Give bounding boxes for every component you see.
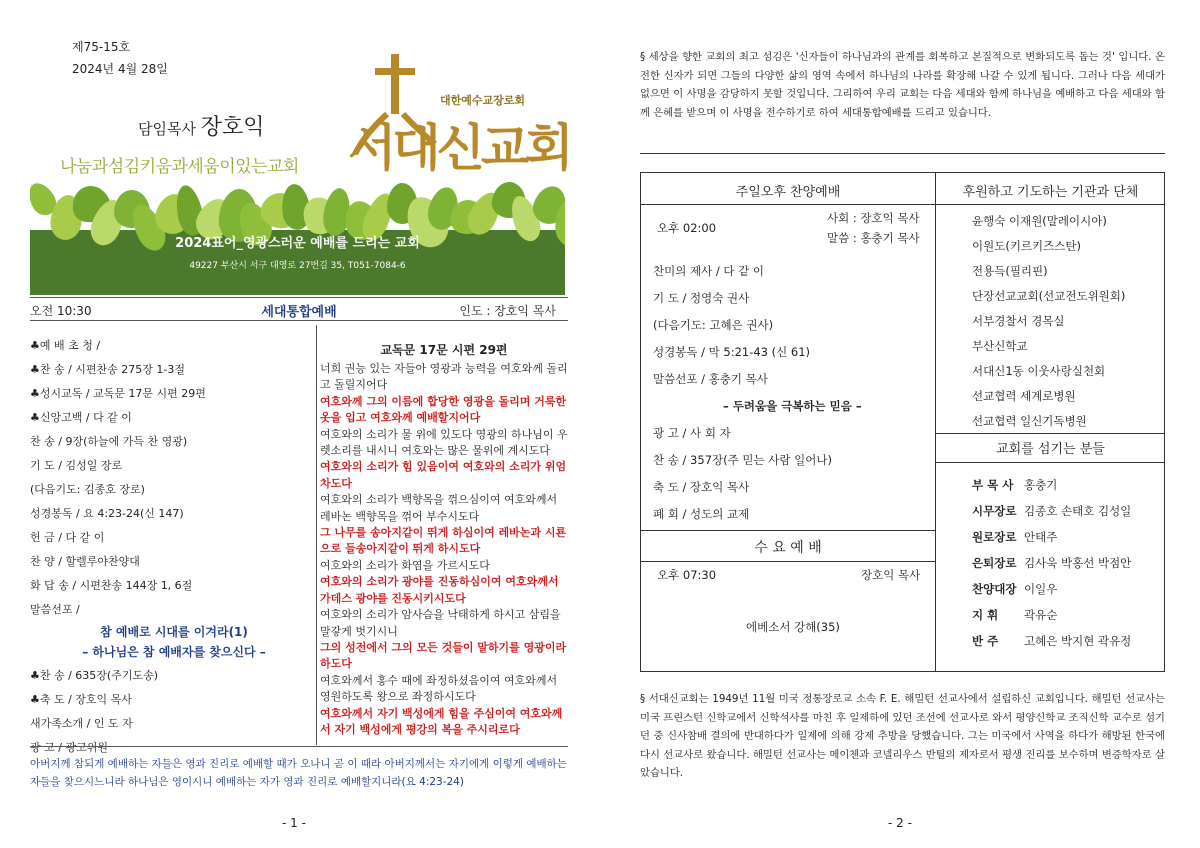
divider — [936, 204, 1165, 205]
order-item: (다음기도: 김종호 장로) — [30, 483, 145, 496]
support-item: 선교협력 일신기독병원 — [972, 414, 1087, 428]
responsive-line: 여호와의 소리가 화염을 가르시도다 — [320, 558, 490, 572]
denomination-label: 대한예수교장로회 — [440, 94, 526, 107]
servant-names: 안태주 — [1024, 530, 1058, 544]
afternoon-order-item: 폐 회 / 성도의 교제 — [653, 507, 750, 521]
afternoon-order-item: 기 도 / 정영숙 권사 — [653, 291, 750, 305]
worship-order — [30, 325, 320, 754]
divider — [641, 204, 935, 205]
order-item: 기 도 / 김성일 장로 — [30, 459, 123, 472]
church-name-logo: 서대신교회 — [348, 118, 570, 177]
servant-names: 이일우 — [1024, 582, 1058, 596]
support-item: 선교협력 세계로병원 — [972, 389, 1076, 403]
servant-role: 은퇴장로 — [972, 556, 1017, 570]
page-2 — [620, 0, 1180, 848]
divider — [640, 153, 1165, 154]
responsive-line-congregation: 여호와의 소리가 광야를 진동하심이여 여호와께서 가데스 광야를 진동시키시도다 — [320, 575, 559, 605]
servant-names: 김종호 손태호 김성일 — [1024, 504, 1132, 518]
support-item: 서대신1동 이웃사랑실천회 — [972, 364, 1106, 378]
support-item: 서부경찰서 경목실 — [972, 314, 1065, 328]
banner — [30, 180, 565, 295]
services-column — [641, 173, 936, 671]
divider — [936, 433, 1165, 434]
servant-role: 시무장로 — [972, 504, 1017, 518]
church-address: 49227 부산시 서구 대영로 27번길 35, T051-7084-6 — [189, 261, 406, 271]
support-item: 부산신학교 — [972, 339, 1028, 353]
responsive-line-congregation: 여호와께 그의 이름에 합당한 영광을 돌리며 거룩한 옷을 입고 여호와께 예배할지어다 — [320, 394, 567, 425]
afternoon-order-item: 찬 송 / 357장(주 믿는 사람 일어나) — [653, 453, 832, 467]
pastor-name: 장호익 — [200, 115, 265, 140]
order-item: 찬 양 / 할렐루야찬양대 — [30, 555, 140, 568]
afternoon-order-item: 말씀선포 / 홍충기 목사 — [653, 372, 768, 386]
responsive-line-congregation: 여호와께서 자기 백성에게 힘을 주심이여 여호와께서 자기 백성에게 평강의 복을 주시리로다 — [320, 706, 563, 736]
sermon-subtitle: – 하나님은 참 예배자를 찾으신다 – — [82, 645, 266, 659]
afternoon-time: 오후 02:00 — [657, 221, 717, 235]
intro-paragraph: § 세상을 향한 교회의 최고 섬김은 '신자들이 하나님과의 관계를 회복하고 본질적으로 변화되도록 돕는 것' 입니다. 온전한 신자가 되면 그들의 다양한 삶의 영역 속에서 하나님의 나라를 확장해 나갈 수 있게 됩니다. 그러나 다음 세대가 없으면 이 사명을 감당하지 못할 것입니다. 그리하여 우리 교회는 다음 세대와 함께 하나님을 예배하고 다음 세대와 함께 은혜를 받으며 이 사명을 전수하기로 하여 세대통합예배를 드리고 있습니다. — [640, 51, 1165, 119]
afternoon-order-item: 성경봉독 / 막 5:21-43 (신 61) — [653, 345, 811, 359]
pastor — [138, 110, 265, 141]
footer-verse: 아버지께 참되게 예배하는 자들은 영과 진리로 예배할 때가 오나니 곧 이 때라 아버지께서는 자기에게 이렇게 예배하는 자들을 찾으시느니라 하나님은 영이시니 예배하는 자가 영과 진리로 예배할지니라(요 4:23-24) — [30, 746, 568, 791]
support-title: 후원하고 기도하는 기관과 단체 — [962, 185, 1139, 200]
afternoon-order-item: 축 도 / 장호익 목사 — [653, 480, 750, 494]
church-history: § 서대신교회는 1949년 11월 미국 정통장로교 소속 F. E. 해밀턴 선교사에서 설립하신 교회입니다. 해밀턴 선교사는 미국 프린스턴 신학교에서 신학석사를 마친 후 일제하에 있던 조선에 선교사로 와서 평양신학교 조직신학 교수로 섬기던 중 신사참배 결의에 반대하다가 일제에 의해 강제 추방을 당했습니다. 그는 미국에서 사역을 하다가 해방된 한국에 다시 선교사로 왔습니다. 해밀턴 선교사는 메이첸과 코넬리우스 반틸의 제자로서 평생 진리를 보수하며 변증학자로 살았습니다. — [640, 693, 1165, 779]
divider — [641, 561, 935, 562]
page-number: - 1 - — [282, 816, 306, 830]
responsive-line-congregation: 그 나무를 송아지같이 뛰게 하심이여 레바논과 시룐으로 들송아지같이 뛰게 하시도다 — [320, 526, 567, 556]
order-item: ♣찬 송 / 시편찬송 275장 1-3절 — [30, 363, 186, 376]
order-item: ♣찬 송 / 635장(주기도송) — [30, 669, 159, 682]
wednesday-service-title: 수 요 예 배 — [754, 540, 822, 556]
wednesday-topic: 에베소서 강해(35) — [746, 620, 840, 634]
afternoon-preacher: 말씀 : 홍충기 목사 — [827, 231, 920, 245]
support-item: 단장선교교회(선교전도위원회) — [972, 289, 1126, 303]
responsive-line: 너희 권능 있는 자들아 영광과 능력을 여호와께 돌리고 돌릴지어다 — [320, 362, 568, 392]
servant-role: 찬양대장 — [972, 582, 1017, 596]
order-item: 헌 금 / 다 같 이 — [30, 531, 105, 544]
afternoon-order-item: 광 고 / 사 회 자 — [653, 426, 731, 440]
service-header — [30, 297, 568, 321]
servant-names: 고혜은 박지현 곽유정 — [1024, 634, 1132, 648]
responsive-line-congregation: 그의 성전에서 그의 모든 것들이 말하기를 영광이라 하도다 — [320, 640, 567, 671]
order-item: 찬 송 / 9장(하늘에 가득 찬 영광) — [30, 435, 188, 448]
responsive-reading — [320, 325, 568, 738]
issue-date: 2024년 4월 28일 — [72, 62, 168, 76]
responsive-line: 여호와의 소리가 물 위에 있도다 영광의 하나님이 우렛소리를 내시니 여호와는 많은 물위에 계시도다 — [320, 427, 568, 458]
page-number: - 2 - — [888, 816, 912, 830]
afternoon-order-item: 찬미의 제사 / 다 같 이 — [653, 264, 765, 278]
servant-role: 지 휘 — [972, 608, 999, 622]
support-item: 이원도(키르키즈스탄) — [972, 239, 1081, 253]
responsive-line: 여호와께서 홍수 때에 좌정하셨음이여 여호와께서 영원하도록 왕으로 좌정하시도다 — [320, 673, 558, 704]
afternoon-sermon-title: – 두려움을 극복하는 믿음 – — [723, 399, 862, 413]
info-grid — [640, 172, 1165, 672]
sermon-title: 참 예배로 시대를 이겨라(1) — [100, 625, 248, 639]
responsive-title: 교독문 17문 시편 29편 — [380, 343, 508, 357]
afternoon-service-title: 주일오후 찬양예배 — [735, 185, 841, 200]
servants-title: 교회를 섬기는 분들 — [996, 442, 1105, 457]
order-item: 말씀선포 / — [30, 603, 80, 616]
order-item: ♣신앙고백 / 다 같 이 — [30, 411, 132, 424]
issue-number: 제75-15호 — [72, 40, 131, 54]
banner-title: 2024표어_영광스러운 예배를 드리는 교회 — [175, 236, 420, 251]
church-column — [936, 173, 1165, 671]
support-item: 전용득(필리핀) — [972, 264, 1048, 278]
divider — [641, 530, 935, 531]
page-1 — [20, 20, 570, 840]
wednesday-time: 오후 07:30 — [657, 568, 717, 582]
church-motto: 나눔과섬김키움과세움이있는교회 — [60, 157, 299, 177]
servant-role: 부 목 사 — [972, 478, 1014, 492]
afternoon-presider: 사회 : 장호익 목사 — [827, 211, 920, 225]
servant-role: 반 주 — [972, 634, 999, 648]
support-item: 윤행숙 이재원(말레이시아) — [972, 214, 1107, 228]
order-item: 광 고 / 광고위원 — [30, 741, 108, 754]
responsive-line: 여호와의 소리가 암사슴을 낙태하게 하시고 삼림을 말갛게 벗기시니 — [320, 608, 561, 638]
order-item: ♣예 배 초 청 / — [30, 339, 101, 352]
order-item: ♣축 도 / 장호익 목사 — [30, 693, 132, 706]
order-item: 새가족소개 / 인 도 자 — [30, 717, 133, 730]
order-item: 화 답 송 / 시편찬송 144장 1, 6절 — [30, 579, 193, 592]
divider — [936, 462, 1165, 463]
servant-names: 홍충기 — [1024, 478, 1058, 492]
order-item: ♣성시교독 / 교독문 17문 시편 29편 — [30, 387, 206, 400]
order-item: 성경봉독 / 요 4:23-24(신 147) — [30, 507, 184, 520]
afternoon-order-item: (다음기도: 고혜은 권사) — [653, 318, 774, 332]
service-name: 세대통합예배 — [261, 305, 337, 320]
wednesday-leader: 장호익 목사 — [861, 568, 921, 582]
servant-names: 김사욱 박홍선 박점안 — [1024, 556, 1132, 570]
column-divider — [316, 325, 317, 745]
service-leader: 인도 : 장호익 목사 — [459, 304, 556, 318]
service-time: 오전 10:30 — [30, 304, 92, 318]
pastor-title: 담임목사 — [138, 120, 196, 138]
responsive-line: 여호와의 소리가 백향목을 꺾으심이여 여호와께서 레바논 백향목을 꺾어 부수시도다 — [320, 493, 558, 523]
servant-role: 원로장로 — [972, 530, 1017, 544]
responsive-line-congregation: 여호와의 소리가 힘 있음이여 여호와의 소리가 위엄차도다 — [320, 460, 567, 490]
servant-names: 곽유순 — [1024, 608, 1058, 622]
